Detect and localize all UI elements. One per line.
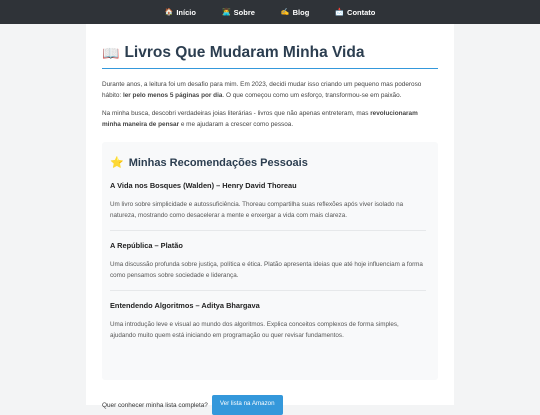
technologist-icon: 👨‍💻 xyxy=(221,8,231,16)
page-title-text: Livros Que Mudaram Minha Vida xyxy=(124,44,365,61)
top-navigation xyxy=(0,0,540,24)
nav-link-label: Sobre xyxy=(233,7,255,17)
writing-hand-icon: ✍️ xyxy=(280,8,290,16)
nav-link-sobre[interactable] xyxy=(222,8,255,17)
nav-link-label: Início xyxy=(176,7,196,17)
book-item xyxy=(110,301,426,350)
recommendations-heading xyxy=(110,156,426,169)
recommendations-heading-text: Minhas Recomendações Pessoais xyxy=(128,156,308,169)
recommendations-box xyxy=(102,142,438,380)
book-description: Uma introdução leve e visual ao mundo dos algoritmos. Explica conceitos complexos de forma simples, ajudando muito quem está iniciando em programação ou quer revisar fundamentos. xyxy=(110,321,399,339)
nav-link-label: Contato xyxy=(347,7,376,17)
nav-link-blog[interactable] xyxy=(281,8,309,17)
book-description: Um livro sobre simplicidade e autossuficiência. Thoreau compartilha suas reflexões após viver isolado na natureza, mostrando como desacelerar a mente e enxergar a vida com mais clareza. xyxy=(110,201,404,219)
book-title: Entendendo Algoritmos – Aditya Bhargava xyxy=(110,301,260,310)
cta-row xyxy=(102,395,283,415)
page-title xyxy=(102,44,438,69)
nav-link-inicio[interactable] xyxy=(165,8,196,17)
intro-text: e me ajudaram a crescer como pessoa. xyxy=(179,120,294,128)
book-title: A República – Platão xyxy=(110,241,183,250)
intro-text: Na minha busca, descobri verdadeiras joias literárias - livros que não apenas entreteram, mas xyxy=(102,110,371,117)
intro-paragraph-2 xyxy=(102,109,438,130)
book-title: A Vida nos Bosques (Walden) – Henry David Thoreau xyxy=(110,181,297,190)
nav-link-contato[interactable] xyxy=(335,8,375,17)
cta-text: Quer conhecer minha lista completa? xyxy=(102,401,208,409)
intro-paragraph-1 xyxy=(102,80,438,101)
intro-text: Durante anos, a leitura foi um desafio para mim. Em 2023, decidi mudar isso criando um pequeno mas poderoso hábito: xyxy=(102,81,422,99)
book-description: Uma discussão profunda sobre justiça, política e ética. Platão apresenta ideias que até hoje influenciam a forma como pensamos sobre sociedade e liderança. xyxy=(110,261,423,279)
amazon-list-button[interactable]: Ver lista na Amazon xyxy=(212,395,283,415)
star-icon: ⭐ xyxy=(110,157,124,169)
intro-highlight: revolucionaram minha maneira de pensar xyxy=(102,110,418,128)
nav-link-label: Blog xyxy=(292,7,310,17)
book-item xyxy=(110,241,426,291)
book-item xyxy=(110,181,426,231)
intro-text: . O que começou como um esforço, transformou-se em paixão. xyxy=(222,91,402,99)
envelope-icon: 📩 xyxy=(335,8,345,16)
intro-section xyxy=(102,80,438,130)
intro-highlight: ler pelo menos 5 páginas por dia xyxy=(122,91,223,99)
book-icon: 📖 xyxy=(102,44,120,61)
main-content xyxy=(86,24,454,409)
house-icon: 🏠 xyxy=(164,8,174,16)
